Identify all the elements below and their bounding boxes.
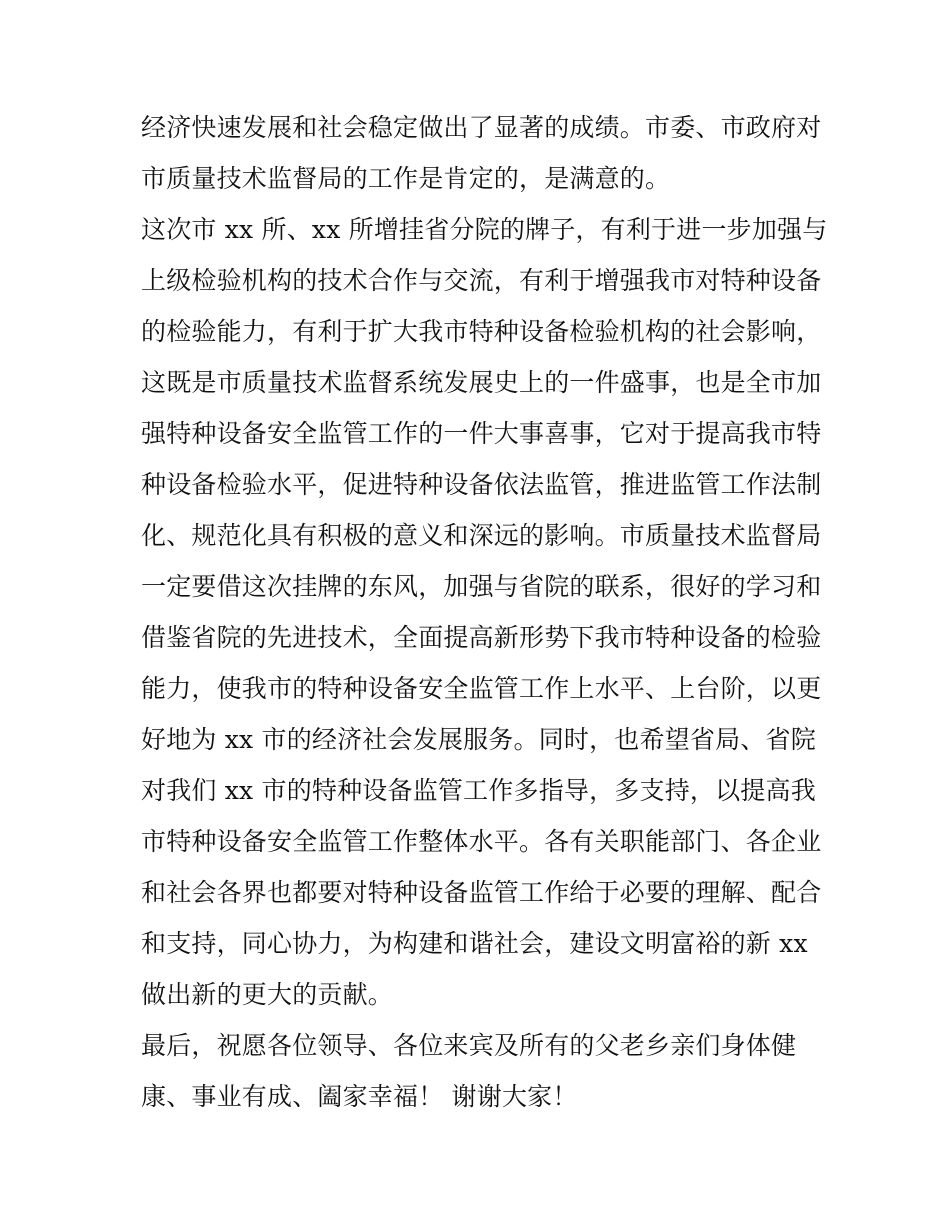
text-line: 和支持，同心协力，为构建和谐社会，建设文明富裕的新 xx bbox=[141, 929, 808, 958]
body-text bbox=[141, 102, 828, 1122]
text-line: 最后，祝愿各位领导、各位来宾及所有的父老乡亲们身体健 bbox=[141, 1031, 797, 1060]
text-line: 化、规范化具有积极的意义和深远的影响。市质量技术监督局 bbox=[141, 521, 822, 550]
text-line: 能力，使我市的特种设备安全监管工作上水平、上台阶，以更 bbox=[141, 674, 822, 703]
text-line: 对我们 xx 市的特种设备监管工作多指导，多支持，以提高我 bbox=[141, 776, 816, 805]
text-line: 市质量技术监督局的工作是肯定的，是满意的。 bbox=[141, 164, 671, 193]
text-line: 一定要借这次挂牌的东风，加强与省院的联系，很好的学习和 bbox=[141, 572, 822, 601]
text-line: 市特种设备安全监管工作整体水平。各有关职能部门、各企业 bbox=[141, 827, 822, 856]
text-line: 借鉴省院的先进技术，全面提高新形势下我市特种设备的检验 bbox=[141, 623, 822, 652]
text-line: 经济快速发展和社会稳定做出了显著的成绩。市委、市政府对 bbox=[141, 113, 822, 142]
text-line: 的检验能力，有利于扩大我市特种设备检验机构的社会影响， bbox=[141, 317, 822, 346]
text-line: 上级检验机构的技术合作与交流，有利于增强我市对特种设备 bbox=[141, 266, 822, 295]
text-line: 强特种设备安全监管工作的一件大事喜事，它对于提高我市特 bbox=[141, 419, 822, 448]
text-line: 这既是市质量技术监督系统发展史上的一件盛事，也是全市加 bbox=[141, 368, 822, 397]
text-line: 好地为 xx 市的经济社会发展服务。同时，也希望省局、省院 bbox=[141, 725, 816, 754]
text-line: 和社会各界也都要对特种设备监管工作给于必要的理解、配合 bbox=[141, 878, 822, 907]
text-line: 这次市 xx 所、xx 所增挂省分院的牌子，有利于进一步加强与 bbox=[141, 215, 828, 244]
text-line: 康、事业有成、阖家幸福！ 谢谢大家！ bbox=[141, 1082, 578, 1111]
text-line: 做出新的更大的贡献。 bbox=[141, 980, 394, 1009]
text-line: 种设备检验水平，促进特种设备依法监管，推进监管工作法制 bbox=[141, 470, 822, 499]
